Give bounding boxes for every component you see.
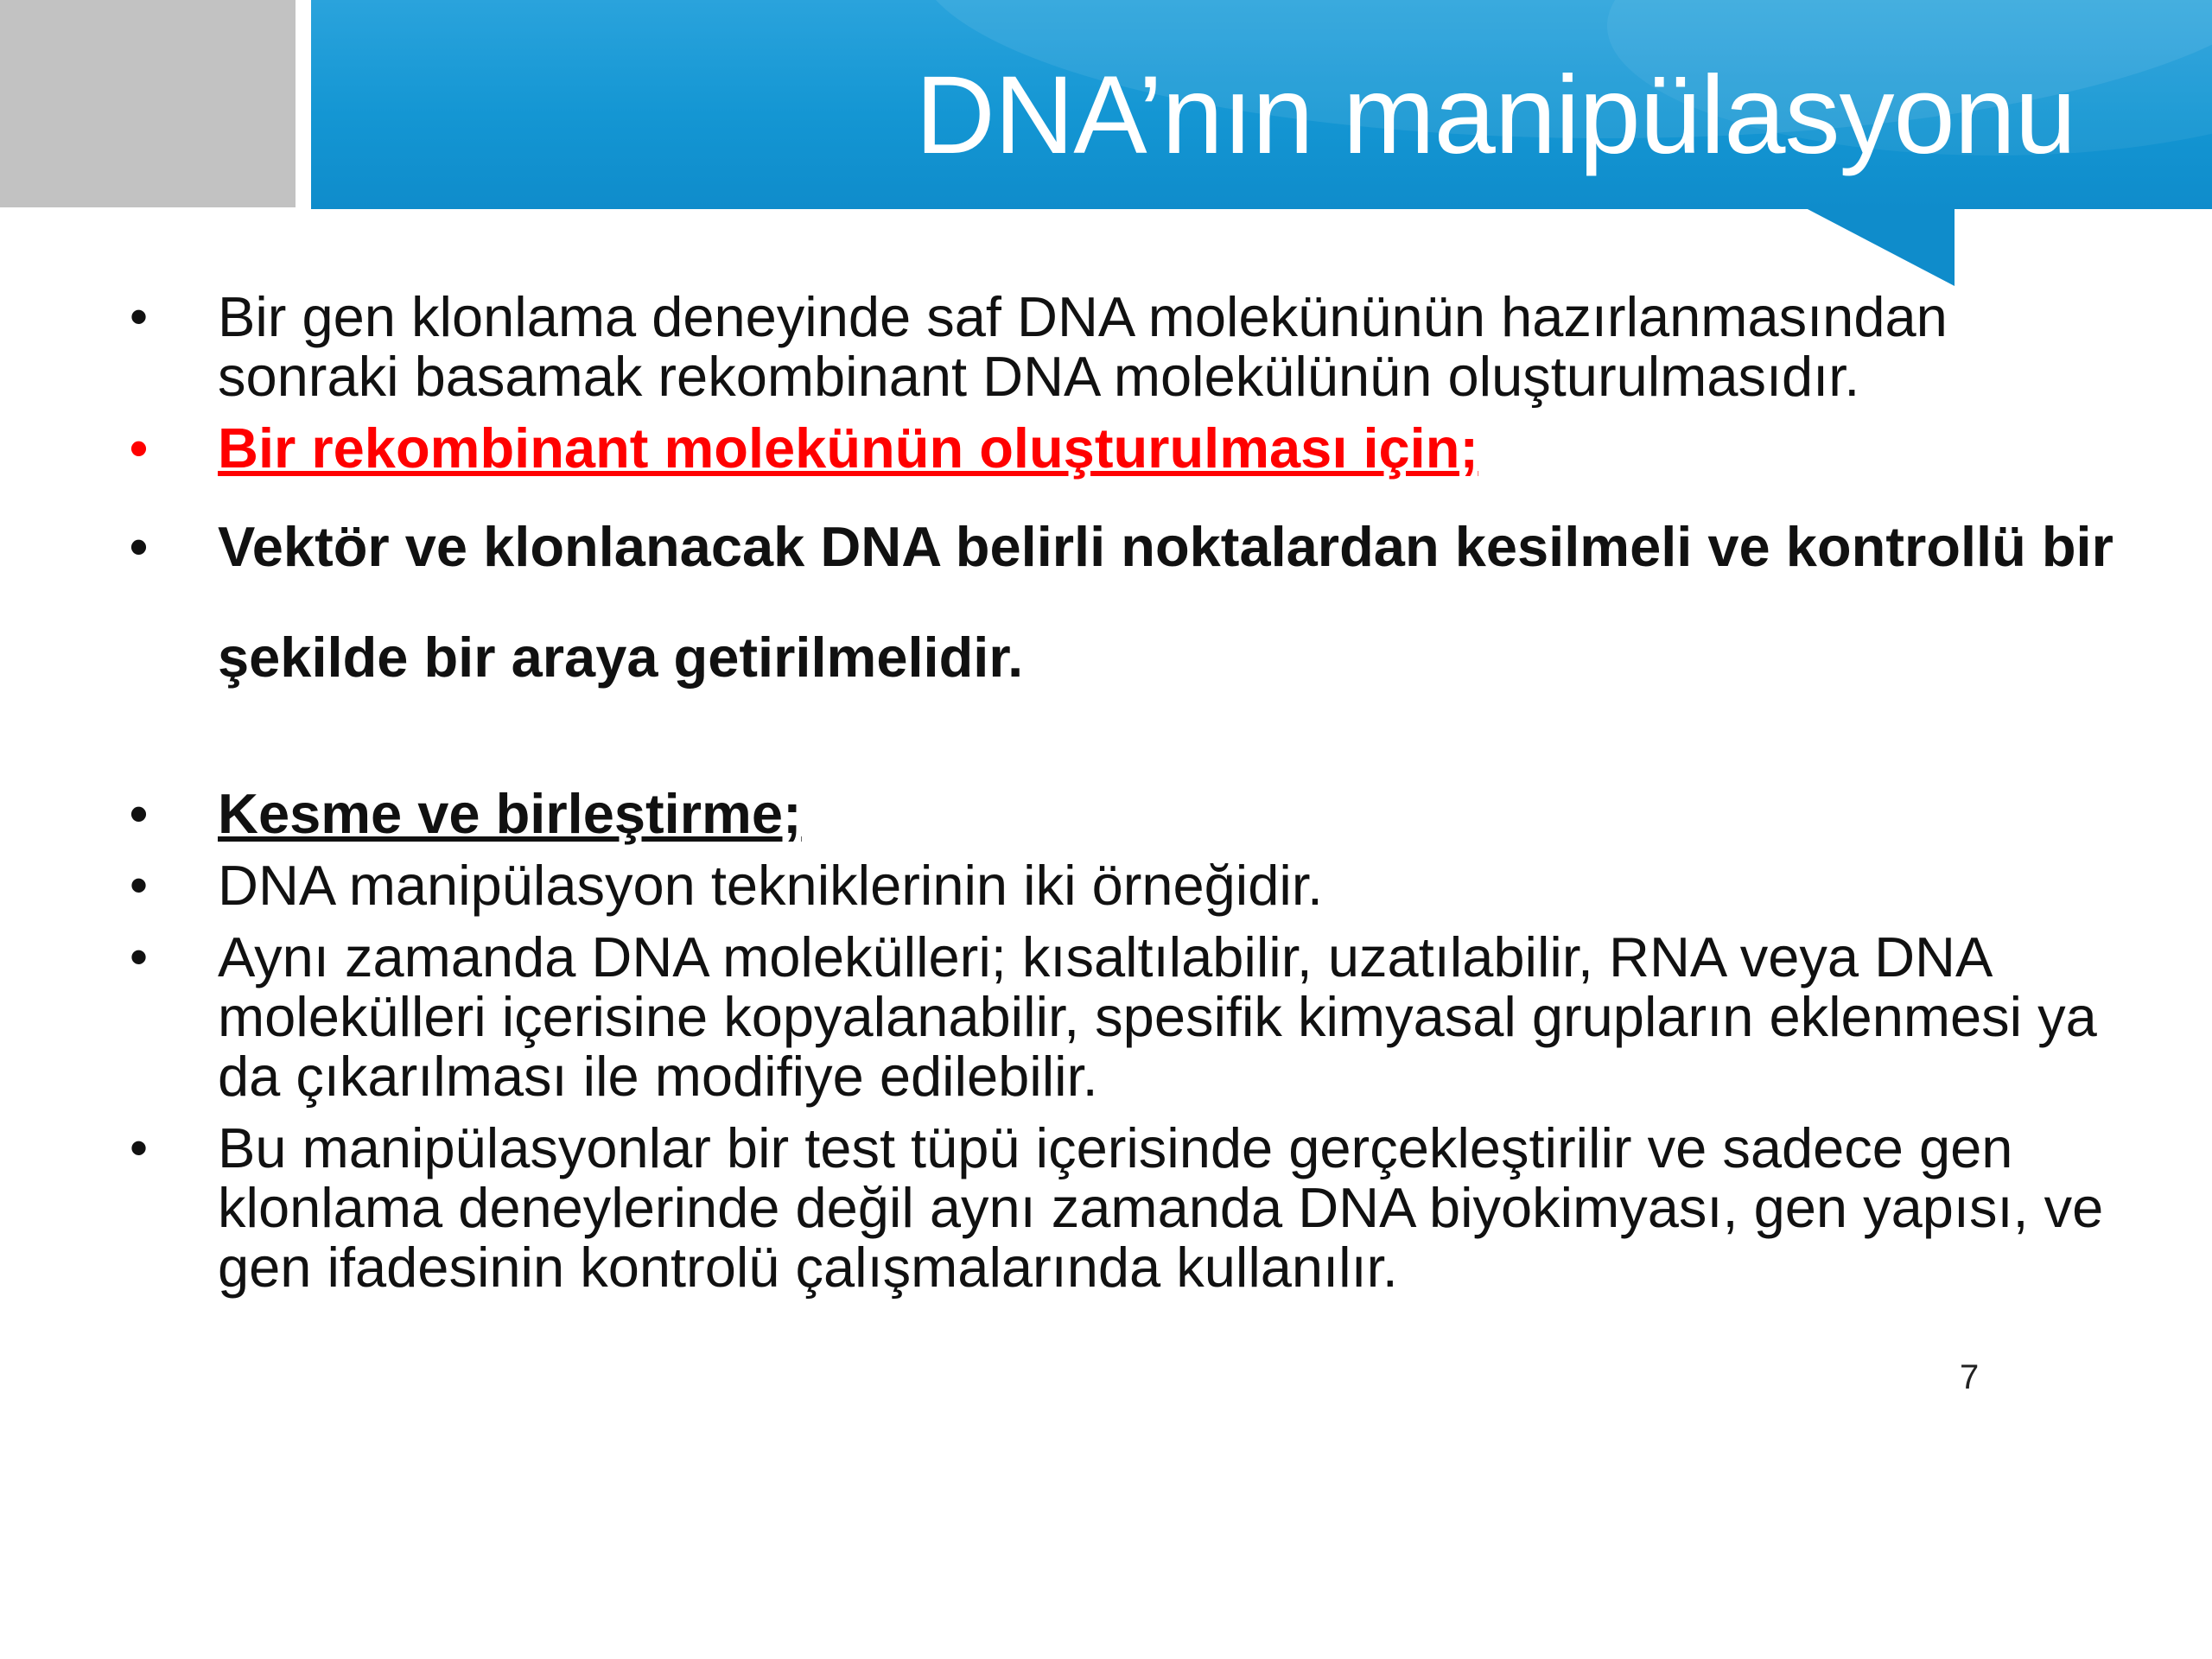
bullet-text: DNA manipülasyon tekniklerinin iki örneğidir.	[218, 854, 1323, 917]
bullet-item-heading	[130, 784, 2117, 843]
header-gray-block	[0, 0, 296, 207]
bullet-item	[130, 927, 2117, 1106]
bullet-dot: •	[130, 856, 149, 914]
bullet-item-highlight	[130, 418, 2117, 478]
title-callout-tail	[1806, 208, 1955, 286]
page-number: 7	[1960, 1358, 1980, 1396]
bullet-text: Kesme ve birleştirme;	[218, 782, 802, 845]
bullet-text: Aynı zamanda DNA molekülleri; kısaltılabilir, uzatılabilir, RNA veya DNA molekülleri içerisine kopyalanabilir, spesifik kimyasal grupların eklenmesi ya da çıkarılması ile modifiye edilebilir.	[218, 925, 2097, 1108]
bullet-dot: •	[130, 785, 149, 842]
bullet-dot: •	[130, 518, 149, 575]
bullet-text: Bir gen klonlama deneyinde saf DNA molekününün hazırlanmasından sonraki basamak rekombinant DNA molekülünün oluşturulmasıdır.	[218, 285, 1948, 408]
bullet-item-bold	[130, 492, 2117, 713]
bullet-item	[130, 1118, 2117, 1297]
bullet-item	[130, 855, 2117, 915]
bullet-dot: •	[130, 288, 149, 346]
bullet-text: Vektör ve klonlanacak DNA belirli noktalardan kesilmeli ve kontrollü bir şekilde bir araya getirilmelidir.	[218, 515, 2113, 689]
bullet-text: Bir rekombinant molekünün oluşturulması için;	[218, 416, 1479, 480]
bullet-text: Bu manipülasyonlar bir test tüpü içerisinde gerçekleştirilir ve sadece gen klonlama deneylerinde değil aynı zamanda DNA biyokimyası, gen yapısı, ve gen ifadesinin kontrolü çalışmalarında kullanılır.	[218, 1116, 2104, 1299]
bullet-item	[130, 287, 2117, 406]
slide-title: DNA’nın manipülasyonu	[915, 54, 2075, 177]
bullet-dot: •	[130, 1119, 149, 1177]
bullet-dot: •	[130, 419, 149, 477]
bullet-dot: •	[130, 928, 149, 986]
bullet-list	[130, 287, 2117, 1297]
